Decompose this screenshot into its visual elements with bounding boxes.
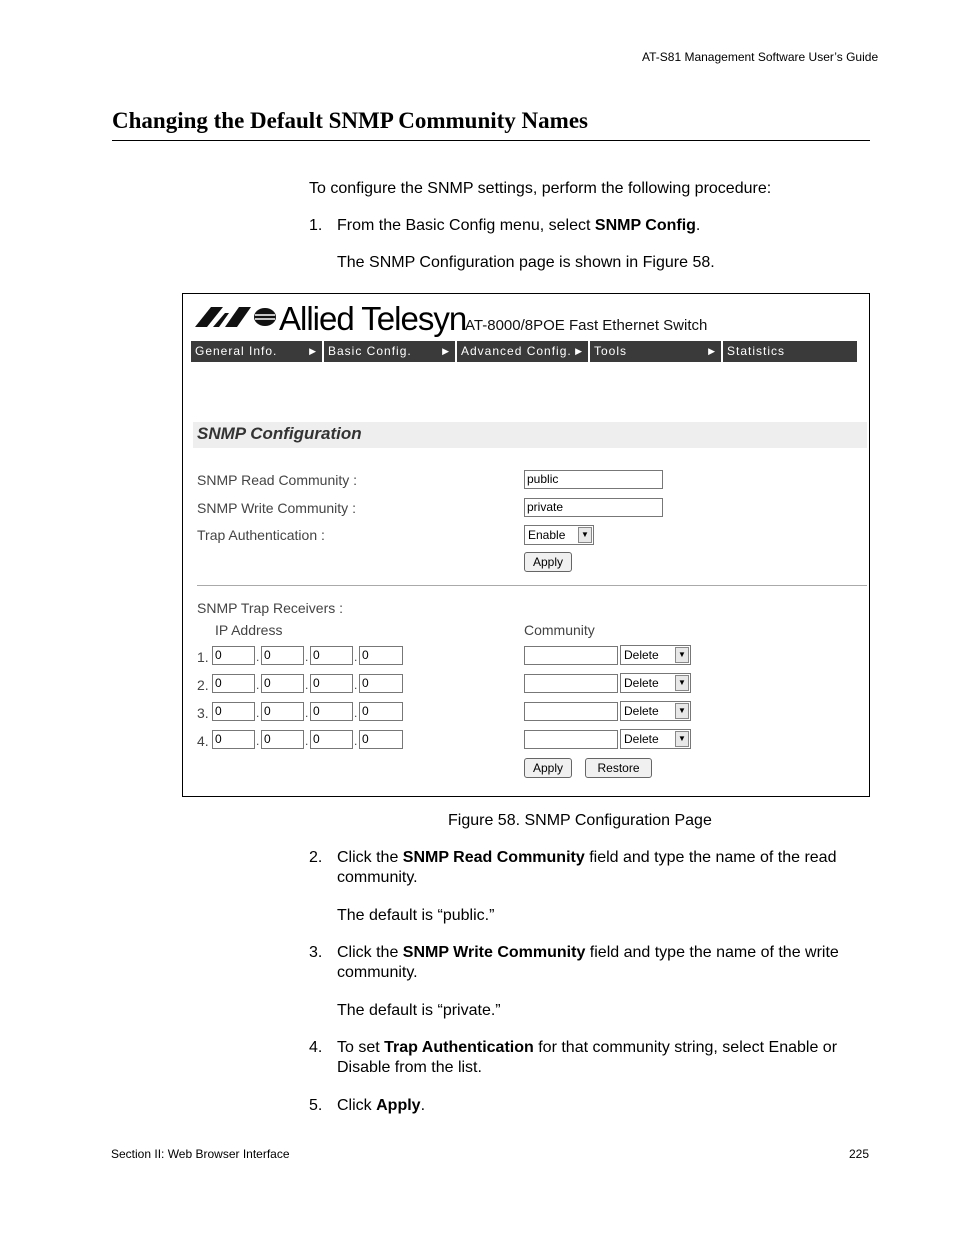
receivers-apply-button[interactable]: Apply [524, 758, 572, 778]
ip-dot: . [305, 650, 309, 664]
community-input[interactable] [524, 730, 618, 749]
ip-octet-input[interactable]: 0 [310, 674, 353, 693]
step-text-pre: Click the [337, 849, 403, 866]
read-community-input[interactable]: public [524, 470, 663, 489]
step-note: The SNMP Configuration page is shown in Figure 58. [337, 254, 715, 271]
ip-octet-input[interactable]: 0 [359, 730, 403, 749]
ip-octet-input[interactable]: 0 [261, 674, 304, 693]
menu-arrow-icon: ▶ [442, 346, 450, 356]
panel-title-bar [193, 422, 867, 448]
step-text-post: . [695, 217, 701, 234]
ip-dot: . [305, 678, 309, 692]
step-text-pre: Click the [337, 944, 403, 961]
ip-octet-input[interactable]: 0 [359, 646, 403, 665]
step-text [337, 1038, 871, 1078]
community-header: Community [524, 622, 595, 638]
ip-dot: . [305, 734, 309, 748]
write-community-label: SNMP Write Community : [197, 500, 356, 516]
step-number: 3. [309, 944, 323, 961]
ip-octet-input[interactable]: 0 [359, 674, 403, 693]
trap-auth-value: Enable [528, 528, 566, 542]
row-number: 4. [197, 733, 209, 749]
menu-label: Tools [594, 344, 628, 358]
menu-label: Statistics [727, 344, 786, 358]
community-input[interactable] [524, 702, 618, 721]
chevron-down-icon: ▼ [675, 647, 689, 663]
community-input[interactable] [524, 646, 618, 665]
action-select[interactable] [620, 701, 691, 721]
step-text-bold: Apply [376, 1097, 421, 1114]
ip-octet-input[interactable]: 0 [212, 730, 255, 749]
menu-tools[interactable] [590, 341, 721, 362]
ip-octet-input[interactable]: 0 [261, 730, 304, 749]
step-text-bold: SNMP Write Community [402, 944, 586, 961]
step-text [337, 848, 871, 888]
step-text [337, 1096, 871, 1116]
intro-paragraph: To configure the SNMP settings, perform the following procedure: [309, 180, 772, 197]
step-text-post: . [420, 1097, 426, 1114]
menu-general-info[interactable] [191, 341, 322, 362]
product-name: AT-8000/8POE Fast Ethernet Switch [465, 317, 708, 334]
restore-button[interactable]: Restore [585, 758, 652, 778]
ip-dot: . [256, 734, 260, 748]
chevron-down-icon: ▼ [675, 703, 689, 719]
menu-label: Basic Config. [328, 344, 412, 358]
title-rule [112, 140, 870, 141]
action-value: Delete [624, 732, 659, 746]
chevron-down-icon: ▼ [675, 675, 689, 691]
ip-dot: . [354, 678, 358, 692]
ip-octet-input[interactable]: 0 [261, 702, 304, 721]
trap-auth-label: Trap Authentication : [197, 527, 325, 543]
menu-arrow-icon: ▶ [708, 346, 716, 356]
community-input[interactable] [524, 674, 618, 693]
write-community-input[interactable]: private [524, 498, 663, 517]
ip-dot: . [354, 650, 358, 664]
ip-dot: . [256, 650, 260, 664]
step-number: 1. [309, 217, 323, 234]
ip-dot: . [256, 678, 260, 692]
step-number: 4. [309, 1039, 323, 1056]
step-text-post: field and type the name of the write community. [337, 944, 839, 981]
ip-octet-input[interactable]: 0 [261, 646, 304, 665]
ip-octet-input[interactable]: 0 [212, 646, 255, 665]
ip-dot: . [354, 706, 358, 720]
step-text-pre: To set [337, 1039, 385, 1056]
footer-section: Section II: Web Browser Interface [111, 1147, 290, 1161]
menu-basic-config[interactable] [324, 341, 455, 362]
chevron-down-icon: ▼ [675, 731, 689, 747]
menu-label: General Info. [195, 344, 278, 358]
ip-octet-input[interactable]: 0 [310, 730, 353, 749]
menu-arrow-icon: ▶ [575, 346, 583, 356]
allied-telesyn-logo-icon [195, 305, 277, 329]
step-text-bold: SNMP Read Community [402, 849, 585, 866]
apply-button[interactable]: Apply [524, 552, 572, 572]
menu-advanced-config[interactable] [457, 341, 588, 362]
action-select[interactable] [620, 673, 691, 693]
trap-receivers-label: SNMP Trap Receivers : [197, 600, 344, 616]
ip-dot: . [305, 706, 309, 720]
step-text-pre: From the Basic Config menu, select [337, 217, 595, 234]
step-note: The default is “public.” [337, 907, 495, 924]
ip-dot: . [256, 706, 260, 720]
step-text-pre: Click [337, 1097, 377, 1114]
ip-octet-input[interactable]: 0 [359, 702, 403, 721]
snmp-config-screenshot [182, 293, 870, 797]
step-text-post: for that community string, select Enable or Disable from the list. [337, 1039, 838, 1076]
action-value: Delete [624, 648, 659, 662]
trap-auth-select[interactable] [524, 525, 594, 545]
brand-name: Allied Telesyn [279, 300, 467, 337]
row-number: 1. [197, 649, 209, 665]
read-community-label: SNMP Read Community : [197, 472, 358, 488]
ip-octet-input[interactable]: 0 [212, 702, 255, 721]
action-select[interactable] [620, 645, 691, 665]
step-text-post: field and type the name of the read community. [337, 849, 837, 886]
chevron-down-icon: ▼ [578, 527, 592, 543]
panel-title: SNMP Configuration [197, 424, 362, 443]
ip-octet-input[interactable]: 0 [310, 646, 353, 665]
action-select[interactable] [620, 729, 691, 749]
menu-arrow-icon: ▶ [309, 346, 317, 356]
step-number: 5. [309, 1097, 323, 1114]
ip-octet-input[interactable]: 0 [310, 702, 353, 721]
page-number: 225 [849, 1147, 870, 1161]
action-value: Delete [624, 704, 659, 718]
ip-address-header: IP Address [215, 622, 283, 638]
menu-statistics[interactable] [723, 341, 857, 362]
step-text-bold: Trap Authentication [384, 1039, 534, 1056]
step-text [337, 216, 871, 236]
step-text-bold: SNMP Config [594, 217, 696, 234]
step-text [337, 943, 871, 983]
action-value: Delete [624, 676, 659, 690]
row-number: 2. [197, 677, 209, 693]
row-number: 3. [197, 705, 209, 721]
section-divider [197, 585, 867, 586]
figure-caption: Figure 58. SNMP Configuration Page [448, 812, 712, 829]
step-note: The default is “private.” [337, 1002, 501, 1019]
step-number: 2. [309, 849, 323, 866]
running-header: AT-S81 Management Software User’s Guide [642, 50, 879, 64]
ip-dot: . [354, 734, 358, 748]
section-title: Changing the Default SNMP Community Names [112, 108, 588, 133]
ip-octet-input[interactable]: 0 [212, 674, 255, 693]
menu-label: Advanced Config. [461, 344, 572, 358]
menu-bar [191, 341, 857, 362]
